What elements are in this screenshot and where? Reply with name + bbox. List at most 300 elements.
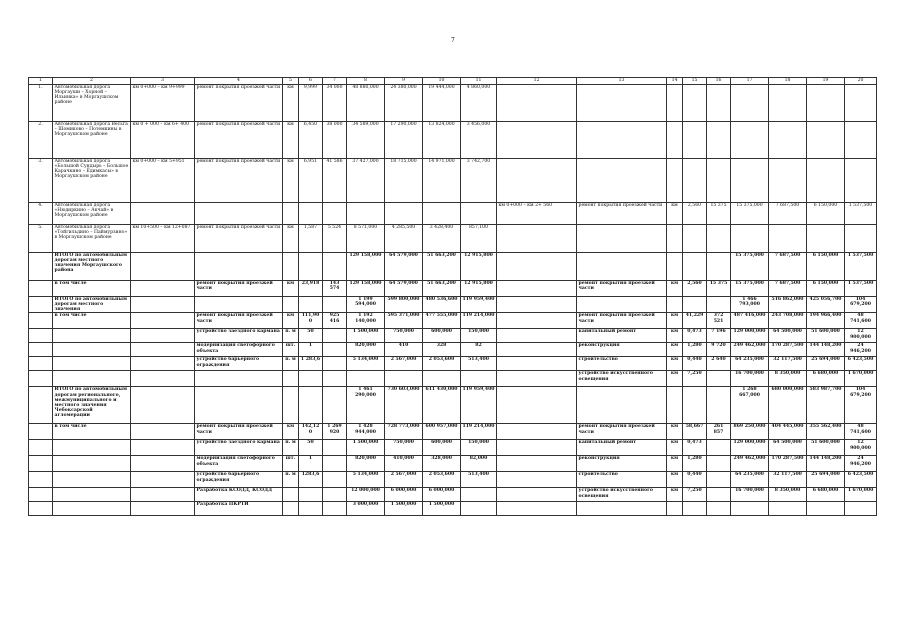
table-cell: [731, 85, 769, 122]
column-number: 8: [347, 78, 385, 85]
table-cell: [707, 472, 731, 488]
table-cell: 6 680,000: [807, 371, 845, 387]
table-cell: 1,587: [299, 225, 323, 253]
table-cell: 869 250,000: [731, 424, 769, 440]
table-cell: [683, 387, 707, 424]
table-row: [29, 329, 877, 343]
table-cell: [131, 387, 195, 424]
table-cell: 6 150,000: [807, 253, 845, 281]
table-cell: [29, 387, 53, 424]
table-cell: [29, 502, 53, 516]
table-cell: [667, 159, 683, 203]
table-cell: [497, 253, 577, 281]
table-cell: 18 715,000: [385, 159, 423, 203]
table-cell: 1 500,000: [347, 440, 385, 456]
table-cell: 1,280: [683, 343, 707, 357]
table-cell: [683, 502, 707, 516]
table-cell: 513,400: [461, 357, 497, 371]
table-cell: 3 428,400: [423, 225, 461, 253]
table-cell: [53, 357, 131, 371]
table-cell: 2,560: [683, 281, 707, 297]
table-cell: 249 462,000: [731, 343, 769, 357]
table-cell: п. м: [283, 357, 299, 371]
table-cell: реконструкция: [577, 456, 667, 472]
table-cell: [131, 502, 195, 516]
table-cell: 1: [299, 456, 323, 472]
table-cell: [667, 122, 683, 159]
table-cell: ремонт покрытия проезжей части: [195, 424, 283, 440]
table-cell: ремонт покрытия проезжей части: [195, 159, 283, 203]
table-cell: 6 423,500: [845, 472, 877, 488]
table-cell: 328: [423, 343, 461, 357]
table-cell: [323, 387, 347, 424]
table-cell: 6 680,000: [807, 488, 845, 502]
table-cell: [131, 456, 195, 472]
table-cell: [53, 371, 131, 387]
table-cell: [667, 297, 683, 313]
table-cell: [683, 253, 707, 281]
table-cell: 1 283,6: [299, 357, 323, 371]
table-cell: [707, 502, 731, 516]
column-number: 5: [283, 78, 299, 85]
table-cell: [195, 387, 283, 424]
table-cell: 15 375: [707, 203, 731, 225]
table-cell: 5 134,000: [347, 472, 385, 488]
table-cell: 3 000,000: [347, 502, 385, 516]
table-cell: 2 567,000: [385, 357, 423, 371]
table-cell: [667, 253, 683, 281]
table-cell: [497, 343, 577, 357]
column-number: 15: [683, 78, 707, 85]
table-cell: [769, 159, 807, 203]
table-cell: [29, 424, 53, 440]
table-cell: [845, 159, 877, 203]
table-cell: [707, 297, 731, 313]
table-row: [29, 357, 877, 371]
table-cell: [707, 440, 731, 456]
table-cell: [497, 472, 577, 488]
table-cell: [707, 488, 731, 502]
table-cell: [299, 502, 323, 516]
table-cell: [577, 122, 667, 159]
table-cell: 4 285,500: [385, 225, 423, 253]
table-cell: [53, 502, 131, 516]
table-row: [29, 456, 877, 472]
column-number: 6: [299, 78, 323, 85]
table-cell: [497, 387, 577, 424]
column-number: 1: [29, 78, 53, 85]
table-cell: [131, 281, 195, 297]
table-cell: 6 150,000: [807, 203, 845, 225]
table-cell: 104 679,200: [845, 387, 877, 424]
table-row: [29, 343, 877, 357]
table-cell: 600,000: [423, 329, 461, 343]
table-cell: [845, 85, 877, 122]
table-cell: ремонт покрытия проезжей части: [195, 313, 283, 329]
table-cell: 516 862,000: [769, 297, 807, 313]
table-cell: [53, 456, 131, 472]
table-cell: 1 268 667,000: [731, 387, 769, 424]
table-cell: [497, 313, 577, 329]
table-cell: 34 589,000: [347, 122, 385, 159]
column-number: 16: [707, 78, 731, 85]
table-cell: п. м: [283, 472, 299, 488]
table-cell: 372 521: [707, 313, 731, 329]
table-cell: 7 687,500: [769, 253, 807, 281]
table-cell: [577, 387, 667, 424]
table-cell: [769, 502, 807, 516]
table-cell: капитальный ремонт: [577, 329, 667, 343]
table-cell: 12 000,000: [347, 488, 385, 502]
table-cell: [53, 488, 131, 502]
table-row: [29, 122, 877, 159]
table-cell: [577, 502, 667, 516]
table-cell: км: [667, 281, 683, 297]
table-cell: [497, 357, 577, 371]
table-row: [29, 313, 877, 329]
table-cell: [497, 122, 577, 159]
table-cell: устройство заездного кармана: [195, 440, 283, 456]
table-cell: [323, 440, 347, 456]
table-cell: [807, 225, 845, 253]
table-cell: Разработка ПКРТИ: [195, 502, 283, 516]
table-cell: [299, 387, 323, 424]
table-cell: [131, 297, 195, 313]
table-cell: 1,280: [683, 456, 707, 472]
table-cell: 410,000: [385, 456, 423, 472]
table-cell: [731, 225, 769, 253]
table-cell: ремонт покрытия проезжей части: [195, 85, 283, 122]
table-cell: устройство искусственного освещения: [577, 488, 667, 502]
table-cell: 1: [299, 343, 323, 357]
table-cell: 9 720: [707, 343, 731, 357]
table-cell: [195, 297, 283, 313]
table-cell: [707, 85, 731, 122]
table-cell: [29, 440, 53, 456]
table-cell: [577, 159, 667, 203]
column-number: 4: [195, 78, 283, 85]
table-cell: 8 571,000: [347, 225, 385, 253]
table-cell: 15 375,000: [731, 281, 769, 297]
table-cell: [323, 371, 347, 387]
table-cell: [807, 85, 845, 122]
table-cell: [283, 253, 299, 281]
table-cell: [131, 357, 195, 371]
table-row: [29, 424, 877, 440]
table-cell: [807, 159, 845, 203]
table-cell: 25 694,000: [807, 357, 845, 371]
table-cell: [53, 329, 131, 343]
table-row: [29, 387, 877, 424]
table-cell: [323, 357, 347, 371]
table-cell: ремонт покрытия проезжей части: [577, 281, 667, 297]
table-cell: 3.: [29, 159, 53, 203]
table-cell: [29, 329, 53, 343]
table-cell: [283, 387, 299, 424]
table-cell: [683, 159, 707, 203]
table-cell: [29, 297, 53, 313]
table-cell: 48 741,600: [845, 424, 877, 440]
table-cell: [497, 159, 577, 203]
table-cell: 32 117,500: [769, 472, 807, 488]
table-cell: 129 000,000: [731, 440, 769, 456]
column-number: 19: [807, 78, 845, 85]
table-cell: [577, 225, 667, 253]
table-cell: 16 700,000: [731, 371, 769, 387]
table-row: [29, 488, 877, 502]
table-row: [29, 159, 877, 203]
table-cell: Автомобильная дорога Весьга – Шомиково – Потемкины в Моргаушском районе: [53, 122, 131, 159]
table-cell: [283, 203, 299, 225]
table-cell: 129 158,000: [347, 281, 385, 297]
table-cell: [497, 424, 577, 440]
table-cell: 64 500,000: [769, 329, 807, 343]
table-cell: [845, 122, 877, 159]
table-cell: 194 966,400: [807, 313, 845, 329]
table-cell: [423, 203, 461, 225]
table-cell: 7 687,500: [769, 203, 807, 225]
table-cell: ИТОГО по автомобильным дорогам местного значения Моргаушского района: [53, 253, 131, 281]
table-cell: 48 741,600: [845, 313, 877, 329]
table-cell: [299, 297, 323, 313]
table-cell: [731, 502, 769, 516]
table-cell: п. м: [283, 440, 299, 456]
table-cell: [29, 343, 53, 357]
table-cell: 5 524: [323, 225, 347, 253]
table-cell: 2.: [29, 122, 53, 159]
table-cell: [807, 122, 845, 159]
column-number: 10: [423, 78, 461, 85]
table-cell: км: [667, 488, 683, 502]
table-cell: 104 679,200: [845, 297, 877, 313]
table-cell: 16 700,000: [731, 488, 769, 502]
table-cell: модернизация светофорного объекта: [195, 343, 283, 357]
table-cell: 1 461 290,000: [347, 387, 385, 424]
table-cell: 64 235,000: [731, 472, 769, 488]
table-cell: 64 500,000: [769, 440, 807, 456]
table-cell: [731, 159, 769, 203]
table-cell: 4.: [29, 203, 53, 225]
table-cell: [131, 472, 195, 488]
table-cell: [683, 225, 707, 253]
table-cell: 5.: [29, 225, 53, 253]
column-number: 3: [131, 78, 195, 85]
column-number: 20: [845, 78, 877, 85]
table-cell: км: [667, 371, 683, 387]
table-cell: 480 536,600: [423, 297, 461, 313]
table-cell: [707, 225, 731, 253]
table-cell: ремонт покрытия проезжей части: [195, 225, 283, 253]
table-cell: [323, 456, 347, 472]
table-cell: [707, 122, 731, 159]
table-cell: ремонт покрытия проезжей части: [577, 313, 667, 329]
table-cell: 170 287,500: [769, 456, 807, 472]
table-cell: 0,440: [683, 357, 707, 371]
table-cell: 328,000: [423, 456, 461, 472]
table-cell: 730 603,000: [385, 387, 423, 424]
table-cell: 119 214,000: [461, 424, 497, 440]
table-cell: [323, 472, 347, 488]
table-cell: 129 000,000: [731, 329, 769, 343]
table-cell: 425 056,700: [807, 297, 845, 313]
table-cell: [29, 357, 53, 371]
table-cell: [707, 371, 731, 387]
table-cell: [461, 488, 497, 502]
table-cell: [347, 371, 385, 387]
table-cell: [131, 488, 195, 502]
table-cell: капитальный ремонт: [577, 440, 667, 456]
table-cell: [667, 387, 683, 424]
table-cell: [131, 203, 195, 225]
table-cell: Автомобильная дорога «Тойгильдино – Паймурзино» в Моргаушском районе: [53, 225, 131, 253]
table-row: [29, 203, 877, 225]
column-number: 14: [667, 78, 683, 85]
table-cell: 355 562,400: [807, 424, 845, 440]
table-cell: 1 500,000: [347, 329, 385, 343]
table-cell: 750,000: [385, 329, 423, 343]
table-cell: [845, 225, 877, 253]
table-cell: [323, 329, 347, 343]
table-cell: реконструкция: [577, 343, 667, 357]
table-cell: 119 959,400: [461, 387, 497, 424]
table-cell: в том числе: [53, 424, 131, 440]
table-cell: [299, 203, 323, 225]
table-cell: 925 416: [323, 313, 347, 329]
table-row: [29, 472, 877, 488]
table-cell: 23,918: [299, 281, 323, 297]
table-cell: Автомобильная дорога «Большой Сундырь – Большое Карачкино – Ёдимкасы» в Моргаушском районе: [53, 159, 131, 203]
table-cell: км 0+000 – км 2+ 560: [497, 203, 577, 225]
table-cell: 150,000: [461, 329, 497, 343]
table-cell: [323, 297, 347, 313]
table-cell: 2 053,600: [423, 472, 461, 488]
table-row: [29, 253, 877, 281]
table-cell: 243 708,000: [769, 313, 807, 329]
table-cell: 728 773,000: [385, 424, 423, 440]
table-cell: [195, 371, 283, 387]
table-cell: [707, 387, 731, 424]
table-cell: 410: [385, 343, 423, 357]
table-cell: устройство искусственного освещения: [577, 371, 667, 387]
table-cell: км: [667, 472, 683, 488]
table-cell: в том числе: [53, 313, 131, 329]
table-cell: 1 428 944,000: [347, 424, 385, 440]
table-cell: 611 430,000: [423, 387, 461, 424]
table-cell: [683, 122, 707, 159]
table-cell: [323, 343, 347, 357]
table-cell: 7 196: [707, 329, 731, 343]
table-cell: [497, 488, 577, 502]
table-cell: км: [283, 313, 299, 329]
table-cell: 600 957,000: [423, 424, 461, 440]
table-cell: 2,560: [683, 203, 707, 225]
table-cell: 4 860,000: [461, 85, 497, 122]
table-cell: [707, 456, 731, 472]
table-cell: 51 600,000: [807, 329, 845, 343]
table-cell: 19 444,000: [423, 85, 461, 122]
table-cell: шт.: [283, 343, 299, 357]
table-cell: 51 663,200: [423, 253, 461, 281]
table-cell: 6,951: [299, 159, 323, 203]
table-cell: км: [667, 456, 683, 472]
table-cell: [497, 502, 577, 516]
table-cell: 25 694,000: [807, 472, 845, 488]
table-cell: 583 987,700: [807, 387, 845, 424]
table-cell: км: [667, 203, 683, 225]
table-cell: [195, 253, 283, 281]
table-cell: [299, 253, 323, 281]
table-cell: 2 640: [707, 357, 731, 371]
table-cell: 1 199 594,000: [347, 297, 385, 313]
table-cell: 3 456,000: [461, 122, 497, 159]
table-cell: [29, 313, 53, 329]
table-cell: 820,000: [347, 343, 385, 357]
table-cell: [577, 297, 667, 313]
road-works-table: [28, 77, 877, 516]
column-number-row: [29, 78, 877, 85]
table-row: [29, 225, 877, 253]
table-cell: [131, 440, 195, 456]
table-cell: [497, 225, 577, 253]
table-cell: 82: [461, 343, 497, 357]
table-cell: [283, 502, 299, 516]
table-cell: 41 586: [323, 159, 347, 203]
table-cell: [807, 502, 845, 516]
table-cell: км: [283, 281, 299, 297]
table-cell: [299, 488, 323, 502]
table-cell: 142,120: [299, 424, 323, 440]
table-cell: ИТОГО по автомобильным дорогам регионального, межмуниципального и местного значения Чебоксарской агломерации: [53, 387, 131, 424]
table-cell: [283, 488, 299, 502]
table-cell: 680 000,000: [769, 387, 807, 424]
table-cell: 6 150,000: [807, 281, 845, 297]
table-cell: 50: [299, 440, 323, 456]
table-cell: [131, 329, 195, 343]
table-cell: 0,440: [683, 472, 707, 488]
table-cell: 170 287,500: [769, 343, 807, 357]
table-cell: [577, 85, 667, 122]
column-number: 12: [497, 78, 577, 85]
table-cell: [683, 297, 707, 313]
table-cell: [53, 343, 131, 357]
column-number: 7: [323, 78, 347, 85]
table-cell: 6 423,500: [845, 357, 877, 371]
table-cell: ИТОГО по автомобильным дорогам местного значения: [53, 297, 131, 313]
table-cell: 119 214,000: [461, 313, 497, 329]
table-cell: [769, 225, 807, 253]
table-cell: 6 000,000: [423, 488, 461, 502]
table-cell: 1 466 793,000: [731, 297, 769, 313]
table-cell: устройство барьерного ограждения: [195, 357, 283, 371]
table-cell: 144 148,200: [807, 343, 845, 357]
table-cell: модернизация светофорного объекта: [195, 456, 283, 472]
table-cell: [707, 159, 731, 203]
table-cell: 6,450: [299, 122, 323, 159]
table-cell: 12 915,800: [461, 281, 497, 297]
table-cell: 1 500,000: [385, 502, 423, 516]
table-cell: 7 687,500: [769, 281, 807, 297]
table-cell: 24 946,200: [845, 343, 877, 357]
table-cell: км: [667, 329, 683, 343]
table-cell: [769, 122, 807, 159]
table-cell: км 10+500 – км 12+087: [131, 225, 195, 253]
table-cell: [769, 85, 807, 122]
table-cell: 82,000: [461, 456, 497, 472]
table-cell: 1 537,500: [845, 281, 877, 297]
table-cell: км: [283, 159, 299, 203]
table-cell: строительство: [577, 472, 667, 488]
column-number: 18: [769, 78, 807, 85]
